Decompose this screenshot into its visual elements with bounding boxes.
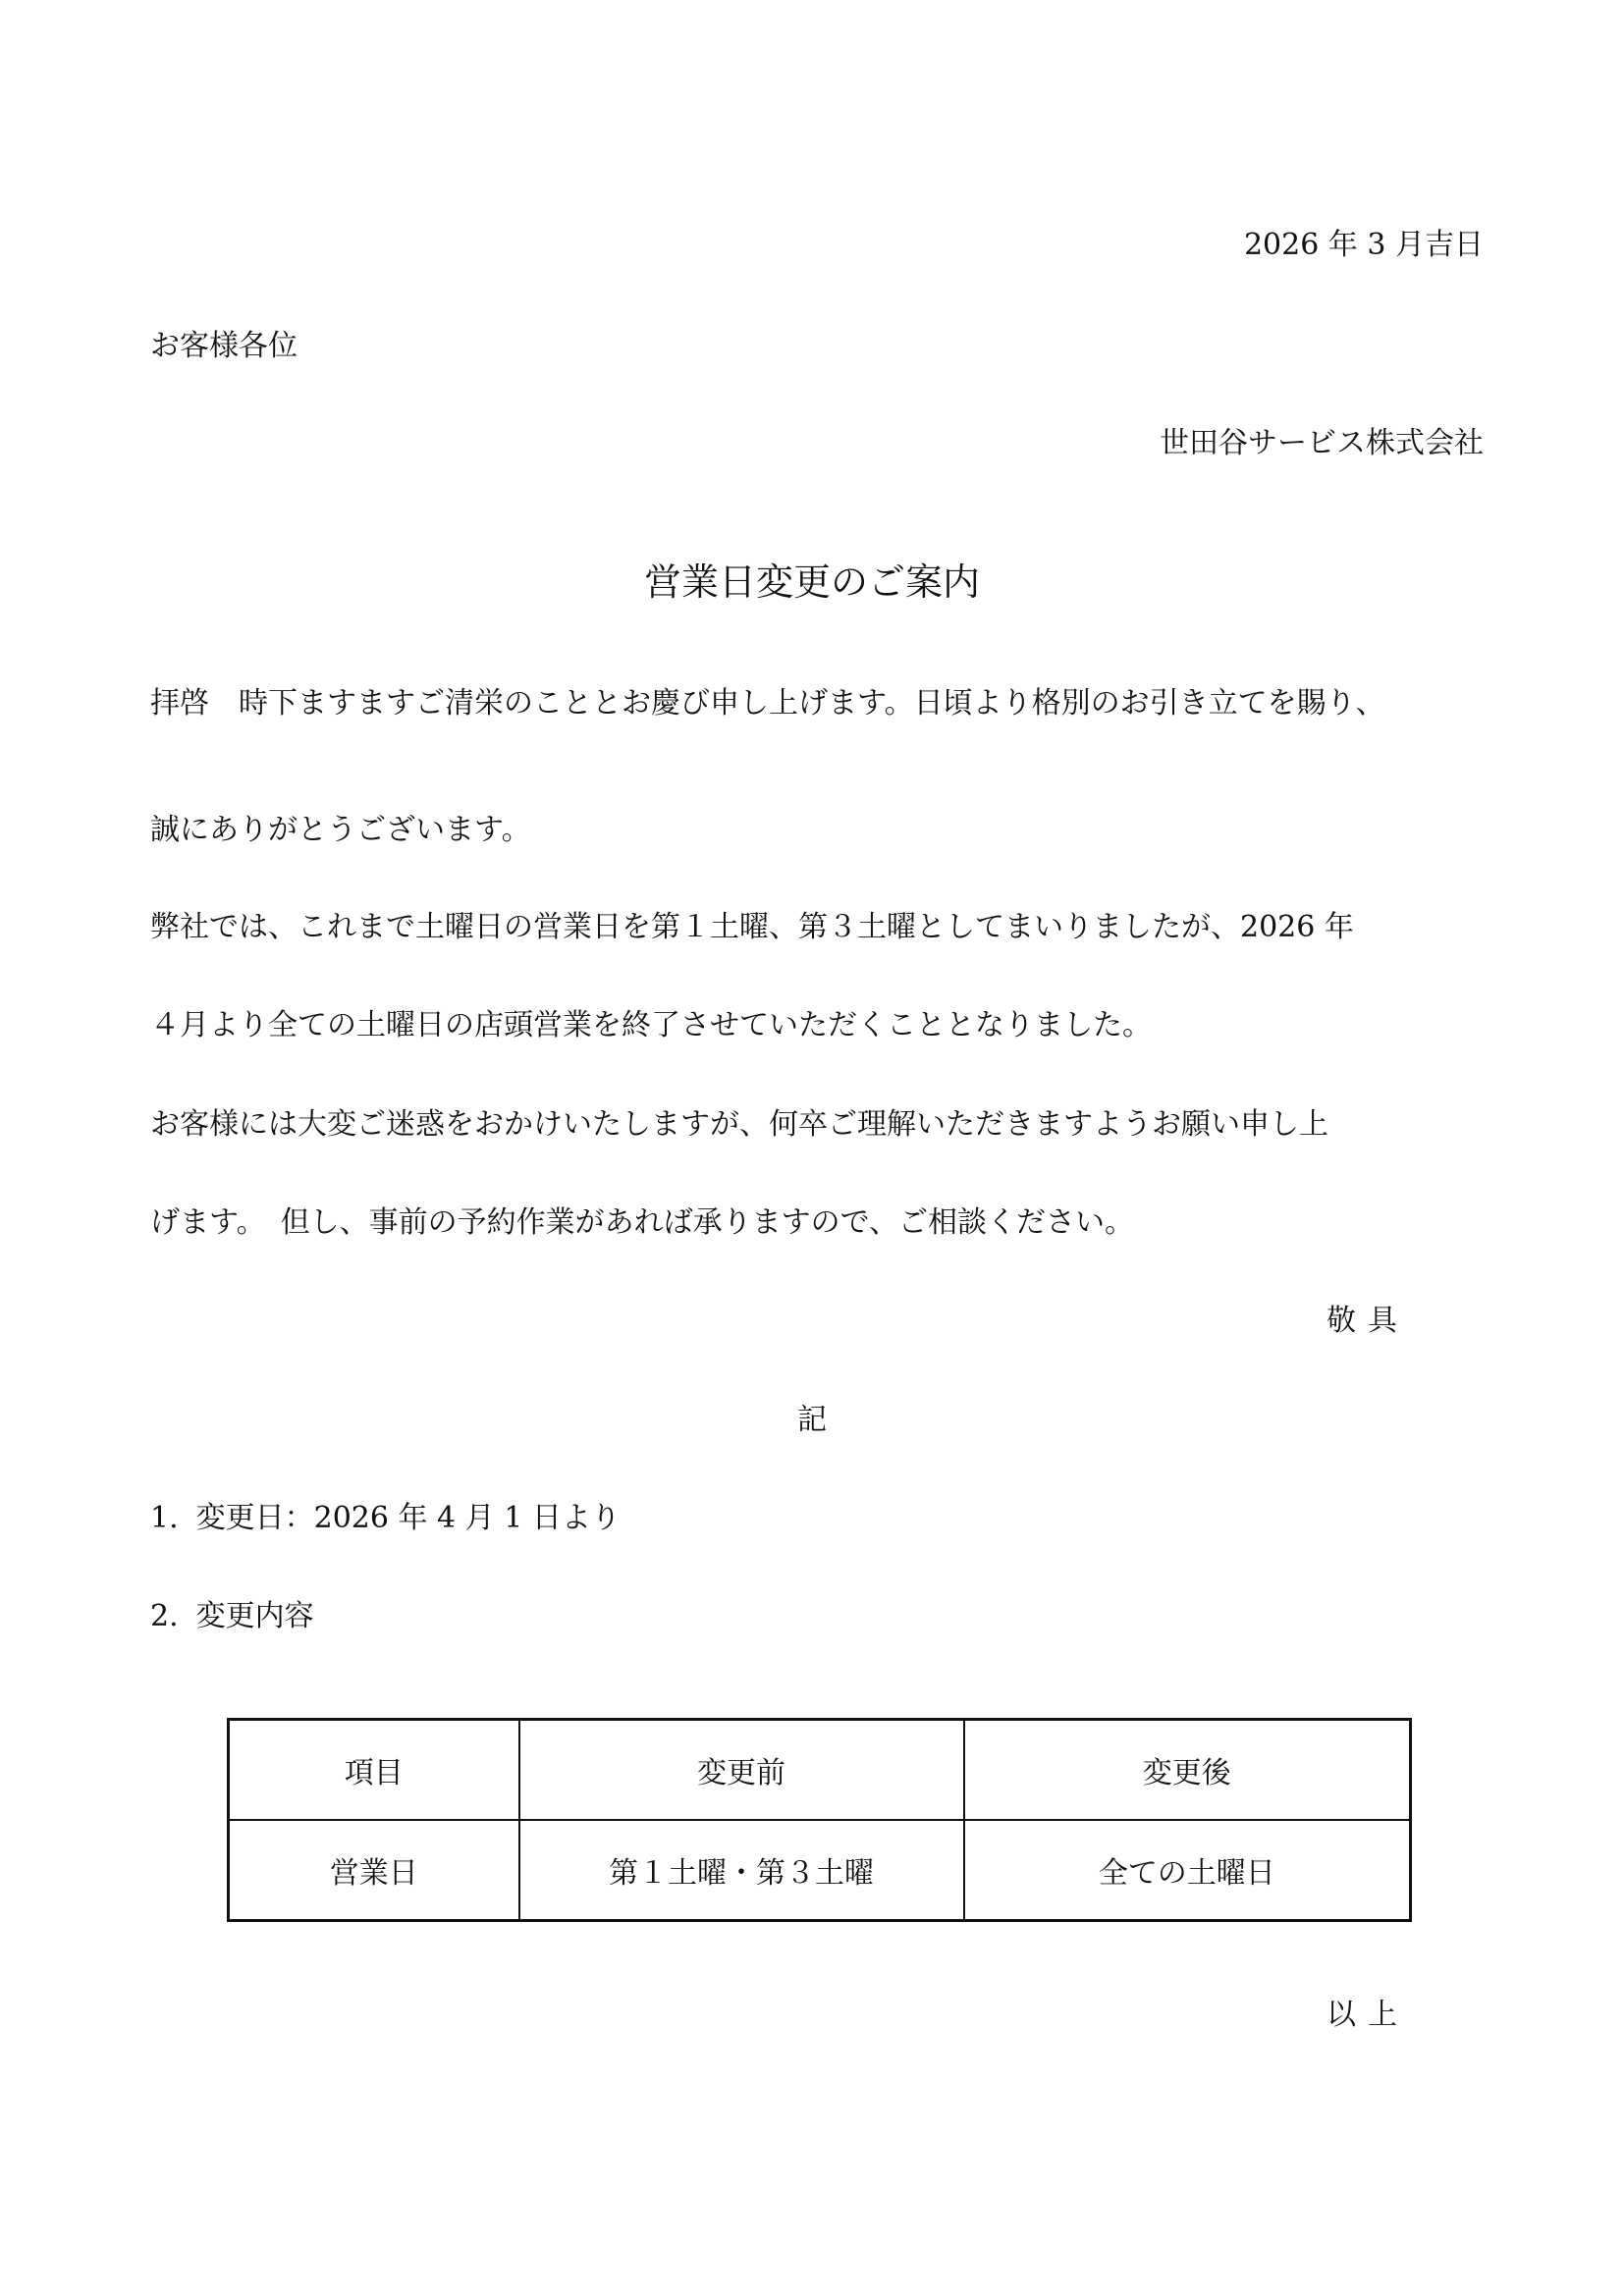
item-text: 変更内容	[195, 1599, 314, 1633]
end-mark: 以上	[1326, 1998, 1409, 2032]
notes-heading: 記	[797, 1403, 827, 1437]
document-date: 2026 年 3 月吉日	[1243, 228, 1484, 262]
item-number: 2.	[150, 1599, 179, 1633]
body-line: げます。 但し、事前の予約作業があれば承りますので、ご相談ください。	[150, 1205, 1134, 1240]
item-text: 変更日：2026 年 4 月 1 日より	[195, 1501, 621, 1535]
body-line: お客様には大変ご迷惑をおかけいたしますが、何卒ご理解いただきますようお願い申し上	[150, 1107, 1328, 1142]
body-line: 弊社では、これまで土曜日の営業日を第１土曜、第３土曜としてまいりましたが、2026 年	[150, 910, 1354, 944]
table-header-after: 変更後	[964, 1720, 1411, 1821]
closing-keigu: 敬具	[1326, 1304, 1409, 1338]
sender-company: 世田谷サービス株式会社	[1160, 426, 1484, 460]
table-cell: 第１土曜・第３土曜	[519, 1820, 964, 1921]
body-line: 誠にありがとうございます。	[150, 813, 531, 847]
notes-item-2	[150, 1599, 314, 1633]
table-header-before: 変更前	[519, 1720, 964, 1821]
table-header-item: 項目	[229, 1720, 519, 1821]
table-header-row	[229, 1720, 1411, 1821]
recipient: お客様各位	[150, 329, 298, 363]
table-cell: 全ての土曜日	[964, 1820, 1411, 1921]
table-cell: 営業日	[229, 1820, 519, 1921]
change-table	[227, 1718, 1412, 1922]
body-line: ４月より全ての土曜日の店頭営業を終了させていただくこととなりました。	[150, 1008, 1152, 1042]
item-number: 1.	[150, 1501, 179, 1535]
notes-item-1	[150, 1501, 621, 1535]
document-title: 営業日変更のご案内	[643, 561, 980, 604]
table-row	[229, 1820, 1411, 1921]
body-line: 拝啓 時下ますますご清栄のこととお慶び申し上げます。日頃より格別のお引き立てを賜り、	[150, 686, 1385, 721]
